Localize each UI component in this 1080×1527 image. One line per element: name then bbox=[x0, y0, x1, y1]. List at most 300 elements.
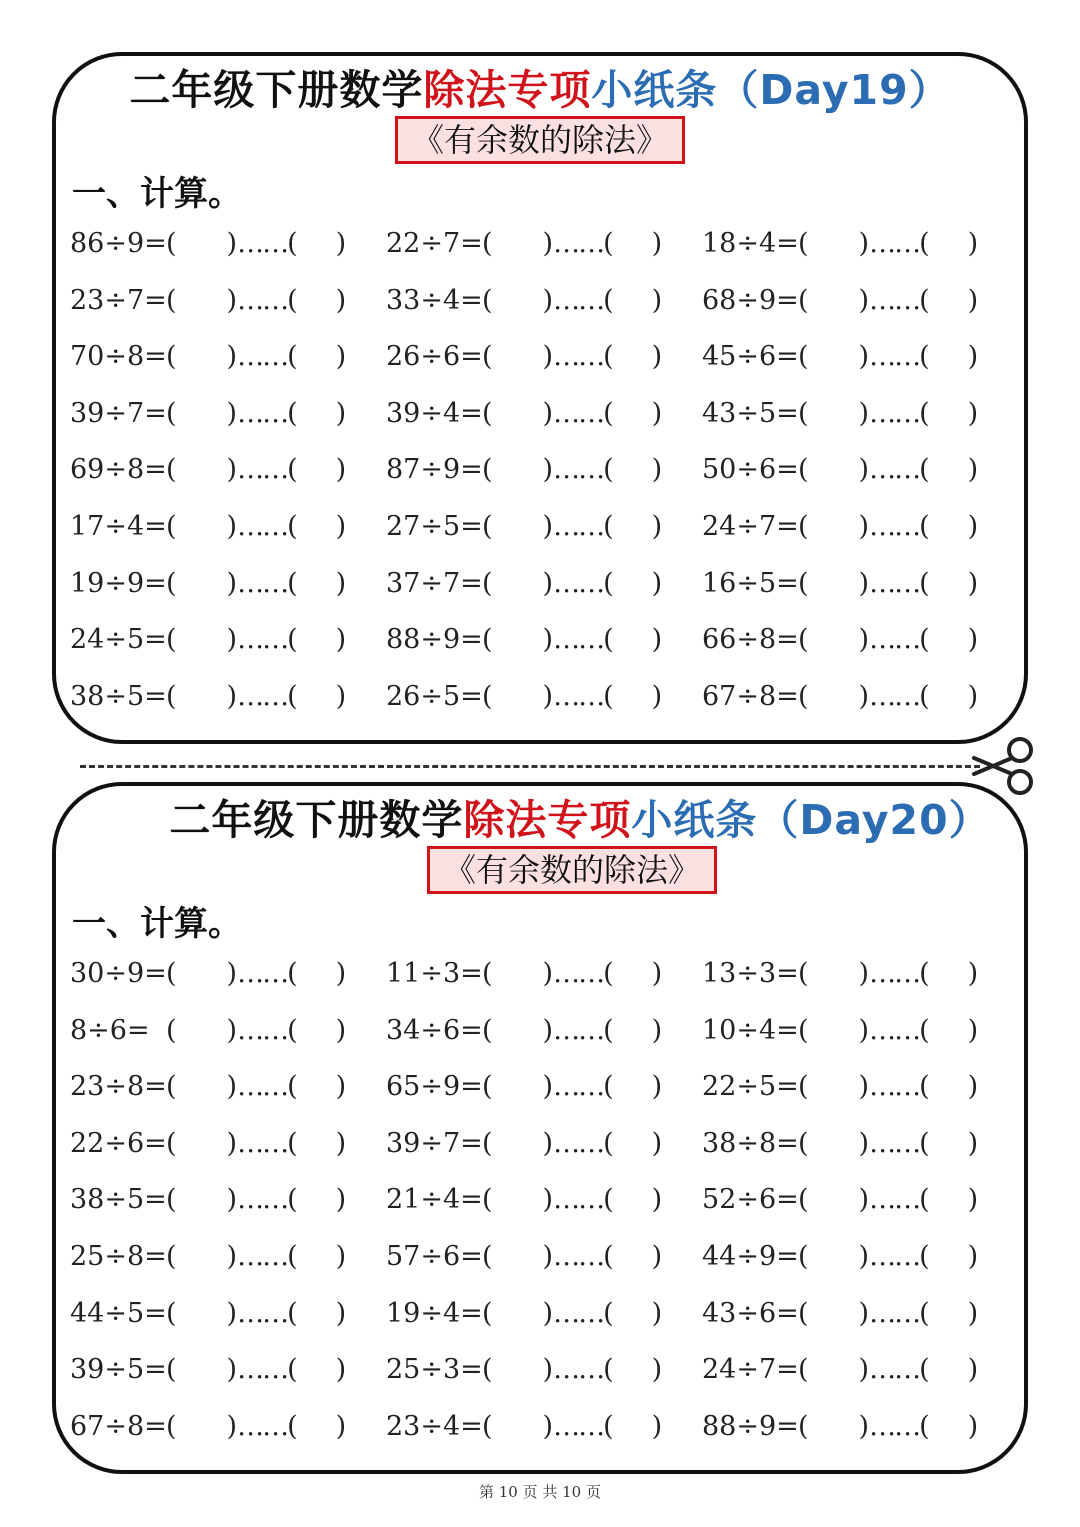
open-paren: ( bbox=[603, 1014, 614, 1046]
close-paren: ) bbox=[858, 1240, 870, 1272]
remainder-dots: …… bbox=[553, 1410, 604, 1442]
close-paren: ) bbox=[858, 958, 870, 989]
close-paren: ) bbox=[226, 1071, 238, 1103]
open-paren: ( bbox=[287, 1240, 298, 1272]
close-paren: ) bbox=[542, 680, 554, 712]
division-problem bbox=[70, 224, 346, 264]
division-problem bbox=[386, 1067, 662, 1107]
problem-expression: 18÷4= bbox=[702, 228, 799, 259]
open-paren: ( bbox=[287, 1014, 298, 1046]
close-paren: ) bbox=[651, 1184, 663, 1216]
problem-expression: 13÷3= bbox=[702, 958, 799, 989]
sheet-title bbox=[96, 794, 1064, 846]
division-problem bbox=[70, 281, 346, 321]
close-paren: ) bbox=[542, 1297, 554, 1329]
open-paren: ( bbox=[166, 510, 177, 542]
problem-row bbox=[70, 1067, 1020, 1124]
close-paren: ) bbox=[226, 510, 238, 542]
problem-expression: 88÷9= bbox=[386, 624, 483, 656]
close-paren: ) bbox=[651, 1014, 663, 1046]
worksheet-card-day20 bbox=[52, 782, 1028, 1474]
remainder-dots: …… bbox=[237, 1014, 288, 1046]
open-paren: ( bbox=[919, 397, 930, 429]
division-problem bbox=[70, 564, 346, 604]
close-paren: ) bbox=[542, 341, 554, 373]
open-paren: ( bbox=[482, 1127, 493, 1159]
close-paren: ) bbox=[335, 228, 347, 259]
remainder-dots: …… bbox=[237, 284, 288, 316]
division-problem bbox=[70, 620, 346, 660]
open-paren: ( bbox=[287, 454, 298, 486]
section-heading: 一、计算。 bbox=[72, 174, 242, 214]
open-paren: ( bbox=[166, 1410, 177, 1442]
close-paren: ) bbox=[967, 958, 979, 989]
open-paren: ( bbox=[919, 1410, 930, 1442]
open-paren: ( bbox=[166, 397, 177, 429]
open-paren: ( bbox=[603, 1127, 614, 1159]
title-day: 小纸条（Day20） bbox=[631, 796, 991, 844]
close-paren: ) bbox=[651, 1410, 663, 1442]
problem-row bbox=[70, 1237, 1020, 1294]
problem-expression: 26÷5= bbox=[386, 680, 483, 712]
remainder-dots: …… bbox=[237, 1410, 288, 1442]
close-paren: ) bbox=[858, 1014, 870, 1046]
division-problem bbox=[386, 1294, 662, 1334]
close-paren: ) bbox=[967, 397, 979, 429]
close-paren: ) bbox=[335, 510, 347, 542]
sheet-title bbox=[56, 64, 1024, 116]
open-paren: ( bbox=[166, 1354, 177, 1386]
division-problem bbox=[386, 281, 662, 321]
close-paren: ) bbox=[226, 1297, 238, 1329]
open-paren: ( bbox=[287, 624, 298, 656]
open-paren: ( bbox=[919, 680, 930, 712]
open-paren: ( bbox=[603, 397, 614, 429]
problem-expression: 45÷6= bbox=[702, 341, 799, 373]
open-paren: ( bbox=[166, 454, 177, 486]
problem-expression: 39÷5= bbox=[70, 1354, 167, 1386]
open-paren: ( bbox=[287, 1297, 298, 1329]
remainder-dots: …… bbox=[237, 1071, 288, 1103]
close-paren: ) bbox=[542, 284, 554, 316]
close-paren: ) bbox=[542, 1014, 554, 1046]
close-paren: ) bbox=[542, 1184, 554, 1216]
close-paren: ) bbox=[226, 1014, 238, 1046]
remainder-dots: …… bbox=[553, 1127, 604, 1159]
open-paren: ( bbox=[482, 1184, 493, 1216]
close-paren: ) bbox=[542, 454, 554, 486]
close-paren: ) bbox=[967, 1014, 979, 1046]
open-paren: ( bbox=[603, 1410, 614, 1442]
open-paren: ( bbox=[919, 228, 930, 259]
problem-expression: 22÷6= bbox=[70, 1127, 167, 1159]
sheet-subtitle: 《有余数的除法》 bbox=[427, 846, 717, 894]
problem-expression: 57÷6= bbox=[386, 1240, 483, 1272]
close-paren: ) bbox=[335, 958, 347, 989]
division-problem bbox=[70, 1350, 346, 1390]
close-paren: ) bbox=[226, 1354, 238, 1386]
remainder-dots: …… bbox=[553, 680, 604, 712]
remainder-dots: …… bbox=[237, 397, 288, 429]
open-paren: ( bbox=[166, 680, 177, 712]
division-problem bbox=[386, 564, 662, 604]
open-paren: ( bbox=[798, 397, 809, 429]
open-paren: ( bbox=[603, 958, 614, 989]
open-paren: ( bbox=[482, 680, 493, 712]
open-paren: ( bbox=[798, 228, 809, 259]
division-problem bbox=[702, 1124, 978, 1164]
open-paren: ( bbox=[166, 228, 177, 259]
open-paren: ( bbox=[603, 510, 614, 542]
close-paren: ) bbox=[335, 1240, 347, 1272]
close-paren: ) bbox=[335, 680, 347, 712]
division-problem bbox=[702, 394, 978, 434]
title-topic: 除法专项 bbox=[423, 66, 592, 114]
close-paren: ) bbox=[335, 1071, 347, 1103]
division-problem bbox=[70, 450, 346, 490]
remainder-dots: …… bbox=[237, 958, 288, 989]
division-problem bbox=[70, 507, 346, 547]
remainder-dots: …… bbox=[869, 341, 920, 373]
open-paren: ( bbox=[166, 1127, 177, 1159]
remainder-dots: …… bbox=[869, 1127, 920, 1159]
division-problem bbox=[70, 1294, 346, 1334]
division-problem bbox=[702, 1067, 978, 1107]
problem-grid bbox=[70, 224, 1020, 733]
remainder-dots: …… bbox=[237, 510, 288, 542]
close-paren: ) bbox=[226, 624, 238, 656]
problem-expression: 24÷5= bbox=[70, 624, 167, 656]
division-problem bbox=[702, 1294, 978, 1334]
division-problem bbox=[70, 1407, 346, 1447]
open-paren: ( bbox=[482, 397, 493, 429]
problem-expression: 38÷5= bbox=[70, 1184, 167, 1216]
close-paren: ) bbox=[226, 454, 238, 486]
problem-row bbox=[70, 677, 1020, 734]
remainder-dots: …… bbox=[553, 284, 604, 316]
open-paren: ( bbox=[166, 1071, 177, 1103]
problem-expression: 24÷7= bbox=[702, 1354, 799, 1386]
division-problem bbox=[386, 450, 662, 490]
close-paren: ) bbox=[542, 510, 554, 542]
close-paren: ) bbox=[858, 284, 870, 316]
problem-row bbox=[70, 337, 1020, 394]
close-paren: ) bbox=[226, 1410, 238, 1442]
close-paren: ) bbox=[335, 341, 347, 373]
division-problem bbox=[70, 394, 346, 434]
open-paren: ( bbox=[798, 1297, 809, 1329]
division-problem bbox=[702, 1237, 978, 1277]
remainder-dots: …… bbox=[237, 1354, 288, 1386]
open-paren: ( bbox=[603, 284, 614, 316]
close-paren: ) bbox=[967, 1410, 979, 1442]
division-problem bbox=[386, 620, 662, 660]
open-paren: ( bbox=[919, 1014, 930, 1046]
close-paren: ) bbox=[967, 1127, 979, 1159]
open-paren: ( bbox=[482, 1354, 493, 1386]
open-paren: ( bbox=[287, 680, 298, 712]
division-problem bbox=[70, 1067, 346, 1107]
open-paren: ( bbox=[287, 510, 298, 542]
close-paren: ) bbox=[542, 1127, 554, 1159]
close-paren: ) bbox=[858, 341, 870, 373]
open-paren: ( bbox=[166, 1240, 177, 1272]
problem-row bbox=[70, 1294, 1020, 1351]
close-paren: ) bbox=[335, 624, 347, 656]
close-paren: ) bbox=[858, 1354, 870, 1386]
problem-expression: 43÷5= bbox=[702, 397, 799, 429]
open-paren: ( bbox=[798, 454, 809, 486]
remainder-dots: …… bbox=[237, 567, 288, 599]
close-paren: ) bbox=[226, 228, 238, 259]
remainder-dots: …… bbox=[869, 1410, 920, 1442]
remainder-dots: …… bbox=[237, 341, 288, 373]
sheet-subtitle: 《有余数的除法》 bbox=[395, 116, 685, 164]
close-paren: ) bbox=[542, 228, 554, 259]
division-problem bbox=[702, 1180, 978, 1220]
problem-row bbox=[70, 281, 1020, 338]
division-problem bbox=[386, 394, 662, 434]
remainder-dots: …… bbox=[237, 454, 288, 486]
open-paren: ( bbox=[482, 1410, 493, 1442]
open-paren: ( bbox=[482, 1071, 493, 1103]
close-paren: ) bbox=[858, 680, 870, 712]
remainder-dots: …… bbox=[237, 624, 288, 656]
open-paren: ( bbox=[287, 1071, 298, 1103]
remainder-dots: …… bbox=[869, 1184, 920, 1216]
problem-row bbox=[70, 1011, 1020, 1068]
close-paren: ) bbox=[542, 1071, 554, 1103]
close-paren: ) bbox=[858, 1071, 870, 1103]
open-paren: ( bbox=[919, 341, 930, 373]
open-paren: ( bbox=[166, 567, 177, 599]
open-paren: ( bbox=[798, 1410, 809, 1442]
problem-expression: 70÷8= bbox=[70, 341, 167, 373]
worksheet-card-day19 bbox=[52, 52, 1028, 744]
problem-row bbox=[70, 394, 1020, 451]
section-heading: 一、计算。 bbox=[72, 904, 242, 944]
remainder-dots: …… bbox=[237, 1240, 288, 1272]
problem-expression: 38÷8= bbox=[702, 1127, 799, 1159]
close-paren: ) bbox=[858, 1410, 870, 1442]
remainder-dots: …… bbox=[553, 228, 604, 259]
division-problem bbox=[702, 507, 978, 547]
division-problem bbox=[386, 1124, 662, 1164]
open-paren: ( bbox=[287, 1184, 298, 1216]
division-problem bbox=[70, 677, 346, 717]
remainder-dots: …… bbox=[869, 284, 920, 316]
title-day: 小纸条（Day19） bbox=[591, 66, 951, 114]
close-paren: ) bbox=[335, 454, 347, 486]
remainder-dots: …… bbox=[869, 1071, 920, 1103]
problem-expression: 87÷9= bbox=[386, 454, 483, 486]
open-paren: ( bbox=[166, 341, 177, 373]
problem-row bbox=[70, 224, 1020, 281]
remainder-dots: …… bbox=[553, 567, 604, 599]
remainder-dots: …… bbox=[869, 1297, 920, 1329]
open-paren: ( bbox=[919, 624, 930, 656]
open-paren: ( bbox=[603, 228, 614, 259]
remainder-dots: …… bbox=[869, 1354, 920, 1386]
problem-expression: 39÷7= bbox=[386, 1127, 483, 1159]
open-paren: ( bbox=[482, 1297, 493, 1329]
close-paren: ) bbox=[226, 284, 238, 316]
title-grade: 二年级下册数学 bbox=[129, 66, 424, 114]
problem-expression: 22÷7= bbox=[386, 228, 483, 259]
problem-row bbox=[70, 954, 1020, 1011]
close-paren: ) bbox=[651, 454, 663, 486]
close-paren: ) bbox=[858, 1297, 870, 1329]
problem-expression: 44÷5= bbox=[70, 1297, 167, 1329]
problem-expression: 25÷8= bbox=[70, 1240, 167, 1272]
close-paren: ) bbox=[967, 680, 979, 712]
problem-expression: 23÷8= bbox=[70, 1071, 167, 1103]
close-paren: ) bbox=[651, 510, 663, 542]
open-paren: ( bbox=[919, 1354, 930, 1386]
problem-expression: 23÷7= bbox=[70, 284, 167, 316]
close-paren: ) bbox=[858, 1184, 870, 1216]
problem-expression: 88÷9= bbox=[702, 1410, 799, 1442]
open-paren: ( bbox=[482, 510, 493, 542]
problem-expression: 24÷7= bbox=[702, 510, 799, 542]
division-problem bbox=[386, 337, 662, 377]
open-paren: ( bbox=[287, 1354, 298, 1386]
open-paren: ( bbox=[287, 341, 298, 373]
close-paren: ) bbox=[967, 567, 979, 599]
close-paren: ) bbox=[858, 397, 870, 429]
division-problem bbox=[702, 337, 978, 377]
open-paren: ( bbox=[919, 1184, 930, 1216]
problem-expression: 39÷4= bbox=[386, 397, 483, 429]
open-paren: ( bbox=[919, 958, 930, 989]
close-paren: ) bbox=[226, 680, 238, 712]
problem-expression: 38÷5= bbox=[70, 680, 167, 712]
open-paren: ( bbox=[603, 454, 614, 486]
open-paren: ( bbox=[798, 567, 809, 599]
open-paren: ( bbox=[287, 958, 298, 989]
remainder-dots: …… bbox=[553, 958, 604, 989]
close-paren: ) bbox=[651, 341, 663, 373]
problem-expression: 21÷4= bbox=[386, 1184, 483, 1216]
open-paren: ( bbox=[919, 1127, 930, 1159]
division-problem bbox=[70, 954, 346, 994]
remainder-dots: …… bbox=[869, 1240, 920, 1272]
close-paren: ) bbox=[335, 1410, 347, 1442]
close-paren: ) bbox=[858, 228, 870, 259]
remainder-dots: …… bbox=[237, 228, 288, 259]
close-paren: ) bbox=[651, 1354, 663, 1386]
problem-expression: 16÷5= bbox=[702, 567, 799, 599]
close-paren: ) bbox=[542, 958, 554, 989]
close-paren: ) bbox=[967, 1184, 979, 1216]
problem-expression: 66÷8= bbox=[702, 624, 799, 656]
problem-expression: 19÷9= bbox=[70, 567, 167, 599]
open-paren: ( bbox=[287, 1410, 298, 1442]
open-paren: ( bbox=[919, 1071, 930, 1103]
close-paren: ) bbox=[542, 1354, 554, 1386]
division-problem bbox=[70, 1180, 346, 1220]
open-paren: ( bbox=[482, 1014, 493, 1046]
open-paren: ( bbox=[166, 624, 177, 656]
problem-expression: 67÷8= bbox=[702, 680, 799, 712]
open-paren: ( bbox=[603, 680, 614, 712]
division-problem bbox=[702, 954, 978, 994]
close-paren: ) bbox=[967, 510, 979, 542]
open-paren: ( bbox=[287, 228, 298, 259]
remainder-dots: …… bbox=[553, 1297, 604, 1329]
open-paren: ( bbox=[798, 510, 809, 542]
problem-expression: 11÷3= bbox=[386, 958, 483, 989]
division-problem bbox=[702, 281, 978, 321]
close-paren: ) bbox=[651, 1127, 663, 1159]
close-paren: ) bbox=[335, 1127, 347, 1159]
open-paren: ( bbox=[603, 1297, 614, 1329]
close-paren: ) bbox=[542, 397, 554, 429]
close-paren: ) bbox=[967, 624, 979, 656]
close-paren: ) bbox=[858, 624, 870, 656]
open-paren: ( bbox=[482, 958, 493, 989]
open-paren: ( bbox=[603, 1071, 614, 1103]
open-paren: ( bbox=[482, 454, 493, 486]
open-paren: ( bbox=[482, 1240, 493, 1272]
close-paren: ) bbox=[858, 454, 870, 486]
division-problem bbox=[702, 677, 978, 717]
problem-row bbox=[70, 1407, 1020, 1464]
problem-expression: 50÷6= bbox=[702, 454, 799, 486]
page-footer: 第 10 页 共 10 页 bbox=[478, 1483, 601, 1501]
problem-expression: 27÷5= bbox=[386, 510, 483, 542]
open-paren: ( bbox=[798, 341, 809, 373]
problem-expression: 44÷9= bbox=[702, 1240, 799, 1272]
open-paren: ( bbox=[919, 454, 930, 486]
division-problem bbox=[386, 1237, 662, 1277]
close-paren: ) bbox=[542, 567, 554, 599]
problem-row bbox=[70, 1124, 1020, 1181]
problem-expression: 25÷3= bbox=[386, 1354, 483, 1386]
open-paren: ( bbox=[287, 567, 298, 599]
division-problem bbox=[386, 224, 662, 264]
close-paren: ) bbox=[858, 567, 870, 599]
close-paren: ) bbox=[967, 284, 979, 316]
remainder-dots: …… bbox=[869, 567, 920, 599]
division-problem bbox=[386, 677, 662, 717]
open-paren: ( bbox=[798, 1240, 809, 1272]
open-paren: ( bbox=[798, 284, 809, 316]
remainder-dots: …… bbox=[553, 397, 604, 429]
close-paren: ) bbox=[542, 624, 554, 656]
problem-row bbox=[70, 1180, 1020, 1237]
problem-expression: 43÷6= bbox=[702, 1297, 799, 1329]
division-problem bbox=[702, 450, 978, 490]
close-paren: ) bbox=[226, 567, 238, 599]
open-paren: ( bbox=[798, 1127, 809, 1159]
open-paren: ( bbox=[798, 1354, 809, 1386]
close-paren: ) bbox=[858, 510, 870, 542]
division-problem bbox=[702, 224, 978, 264]
problem-expression: 39÷7= bbox=[70, 397, 167, 429]
problem-expression: 19÷4= bbox=[386, 1297, 483, 1329]
problem-expression: 37÷7= bbox=[386, 567, 483, 599]
close-paren: ) bbox=[651, 958, 663, 989]
open-paren: ( bbox=[798, 1071, 809, 1103]
open-paren: ( bbox=[166, 1184, 177, 1216]
close-paren: ) bbox=[651, 1240, 663, 1272]
open-paren: ( bbox=[603, 341, 614, 373]
close-paren: ) bbox=[651, 624, 663, 656]
problem-expression: 8÷6= bbox=[70, 1014, 150, 1046]
division-problem bbox=[386, 1011, 662, 1051]
problem-expression: 26÷6= bbox=[386, 341, 483, 373]
